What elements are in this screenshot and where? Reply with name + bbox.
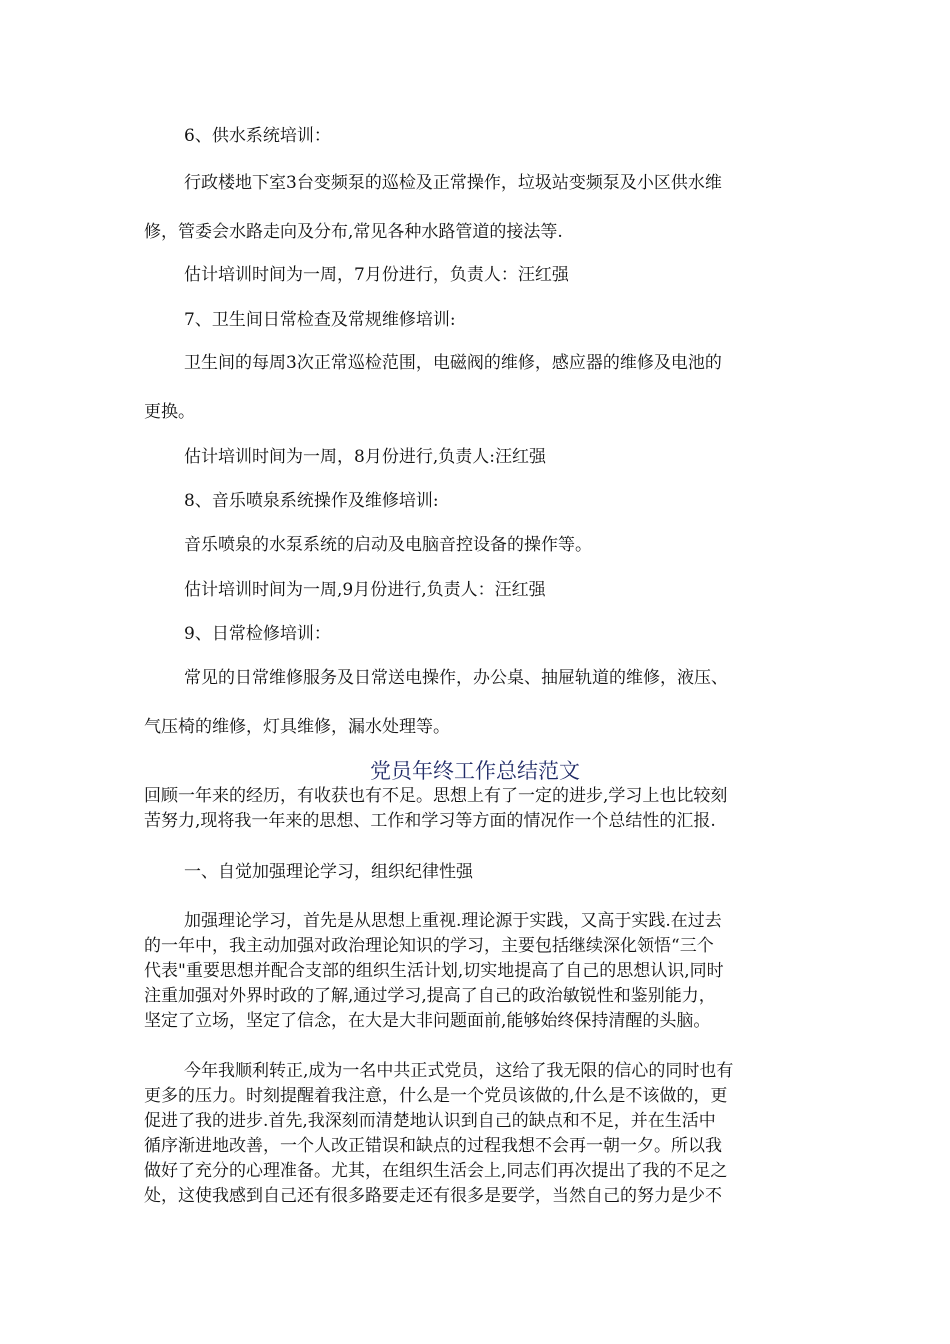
paragraph-line: 促进了我的进步.首先,我深刻而清楚地认识到自己的缺点和不足，并在生活中: [144, 1111, 716, 1131]
paragraph-line: 注重加强对外界时政的了解,通过学习,提高了自己的政治敏锐性和鉴别能力，: [144, 986, 716, 1006]
article-title: 党员年终工作总结范文: [370, 759, 580, 783]
paragraph-line: 卫生间的每周3次正常巡检范围，电磁阀的维修，感应器的维修及电池的: [184, 353, 722, 373]
schedule-line: 估计培训时间为一周，7月份进行，负责人：汪红强: [184, 265, 569, 285]
heading-item-7: 7、卫生间日常检查及常规维修培训:: [184, 310, 456, 330]
paragraph-line: 气压椅的维修，灯具维修，漏水处理等。: [144, 717, 450, 737]
paragraph-line: 加强理论学习，首先是从思想上重视.理论源于实践，又高于实践.在过去: [184, 911, 722, 931]
paragraph-line: 更换。: [144, 402, 195, 422]
paragraph-line: 坚定了立场，坚定了信念，在大是大非问题面前,能够始终保持清醒的头脑。: [144, 1011, 711, 1031]
paragraph-line: 做好了充分的心理准备。尤其，在组织生活会上,同志们再次提出了我的不足之: [144, 1161, 728, 1181]
paragraph-line: 常见的日常维修服务及日常送电操作，办公桌、抽屉轨道的维修，液压、: [184, 668, 728, 688]
paragraph-line: 循序渐进地改善，一个人改正错误和缺点的过程我想不会再一朝一夕。所以我: [144, 1136, 722, 1156]
paragraph-line: 更多的压力。时刻提醒着我注意，什么是一个党员该做的,什么是不该做的，更: [144, 1086, 728, 1106]
schedule-line: 估计培训时间为一周，8月份进行,负责人:汪红强: [184, 447, 546, 467]
paragraph-line: 处，这使我感到自己还有很多路要走还有很多是要学，当然自己的努力是少不: [144, 1186, 722, 1206]
paragraph-line: 今年我顺利转正,成为一名中共正式党员，这给了我无限的信心的同时也有: [184, 1061, 734, 1081]
heading-item-9: 9、日常检修培训：: [184, 624, 331, 644]
paragraph-line: 苦努力,现将我一年来的思想、工作和学习等方面的情况作一个总结性的汇报.: [144, 811, 716, 831]
paragraph-line: 回顾一年来的经历，有收获也有不足。思想上有了一定的进步,学习上也比较刻: [144, 786, 728, 806]
section-heading: 一、自觉加强理论学习，组织纪律性强: [184, 862, 473, 882]
paragraph-line: 的一年中，我主动加强对政治理论知识的学习，主要包括继续深化领悟“三个: [144, 936, 714, 956]
paragraph-line: 修，管委会水路走向及分布,常见各种水路管道的接法等.: [144, 222, 563, 242]
paragraph-line: 行政楼地下室3台变频泵的巡检及正常操作，垃圾站变频泵及小区供水维: [184, 173, 722, 193]
paragraph-line: 代表"重要思想并配合支部的组织生活计划,切实地提高了自己的思想认识,同时: [144, 961, 724, 981]
heading-item-8: 8、音乐喷泉系统操作及维修培训:: [184, 491, 439, 511]
schedule-line: 估计培训时间为一周,9月份进行,负责人：汪红强: [184, 580, 546, 600]
heading-item-6: 6、供水系统培训：: [184, 126, 331, 146]
paragraph-line: 音乐喷泉的水泵系统的启动及电脑音控设备的操作等。: [184, 535, 592, 555]
